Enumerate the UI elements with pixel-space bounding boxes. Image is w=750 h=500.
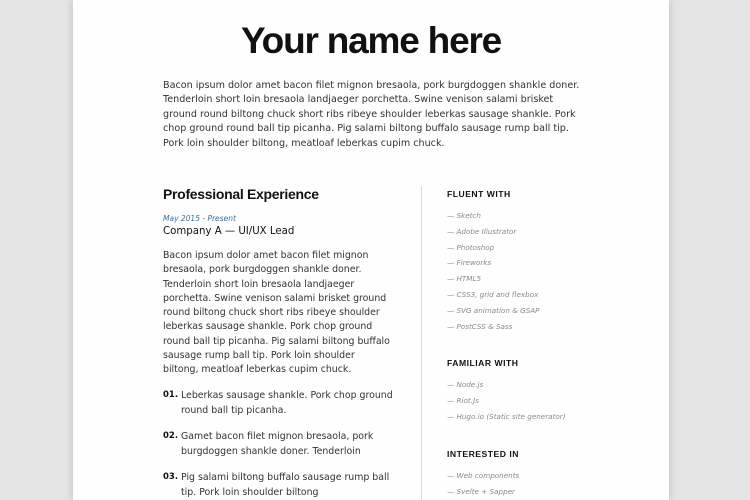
achievement-number: 02. <box>163 430 179 441</box>
skill-item: — Riot.Js <box>447 396 479 406</box>
experience-title: Professional Experience <box>163 186 319 202</box>
skill-item: — SVG animation & GSAP <box>447 305 540 315</box>
job-date: May 2015 - Present <box>163 214 236 223</box>
interested-heading: INTERESTED IN <box>447 448 519 459</box>
skills-sidebar <box>447 189 647 500</box>
fluent-heading: FLUENT WITH <box>447 189 511 199</box>
achievement-item <box>163 429 393 459</box>
achievement-item <box>163 388 393 418</box>
resume-page <box>73 0 669 500</box>
familiar-list <box>447 377 647 424</box>
skill-item: — PostCSS & Sass <box>447 321 513 331</box>
skill-item: — Svelte + Sapper <box>447 486 516 496</box>
achievement-text: Leberkas sausage shankle. Pork chop ground round ball tip picanha. <box>181 389 393 416</box>
skill-item: — Photoshop <box>447 242 495 252</box>
skill-item: — CSS3, grid and flexbox <box>447 289 539 299</box>
intro-paragraph: Bacon ipsum dolor amet bacon filet mignon bresaola, pork burgdoggen shankle doner. Tenderloin short loin bresaola landjaeger porchetta. Swine venison salami brisket ground round biltong chuck short ribs ribeye shoulder leberkas sausage shankle. Pork chop ground round ball tip picanha. Pig salami biltong buffalo sausage rump ball tip. Pork loin shoulder biltong, meatloaf leberkas cupim chuck. <box>163 80 580 149</box>
achievement-item <box>163 470 393 500</box>
skill-item: — Web components <box>447 470 520 480</box>
achievement-list <box>163 388 393 500</box>
skill-item: — Adobe Illustrator <box>447 226 517 236</box>
interested-list <box>447 468 647 500</box>
skill-item: — HTML5 <box>447 274 482 284</box>
skill-item: — Hugo.io (Static site generator) <box>447 411 566 421</box>
job-title: Company A — UI/UX Lead <box>163 226 295 237</box>
skill-item: — Node.js <box>447 380 484 390</box>
experience-section <box>163 186 393 500</box>
resume-name: Your name here <box>240 20 502 61</box>
familiar-heading: FAMILIAR WITH <box>447 358 519 369</box>
column-divider <box>421 186 422 500</box>
achievement-number: 03. <box>163 471 179 482</box>
skill-item: — Sketch <box>447 211 481 220</box>
job-description: Bacon ipsum dolor amet bacon filet mignon bresaola, pork burgdoggen shankle doner. Tenderloin short loin bresaola landjaeger porchetta. Swine venison salami brisket ground round biltong chuck short ribs ribeye shoulder leberkas sausage shankle. Pork chop ground round ball tip picanha. Pig salami biltong buffalo sausage rump ball tip. Pork loin shoulder biltong, meatloaf leberkas cupim chuck. <box>163 250 390 376</box>
fluent-list <box>447 208 647 334</box>
job-entry <box>163 214 393 500</box>
skill-item: — Fireworks <box>447 258 492 268</box>
achievement-text: Gamet bacon filet mignon bresaola, pork burgdoggen shankle doner. Tenderloin <box>181 430 374 457</box>
achievement-number: 01. <box>163 389 179 400</box>
achievement-text: Pig salami biltong buffalo sausage rump ball tip. Pork loin shoulder biltong <box>181 471 390 498</box>
